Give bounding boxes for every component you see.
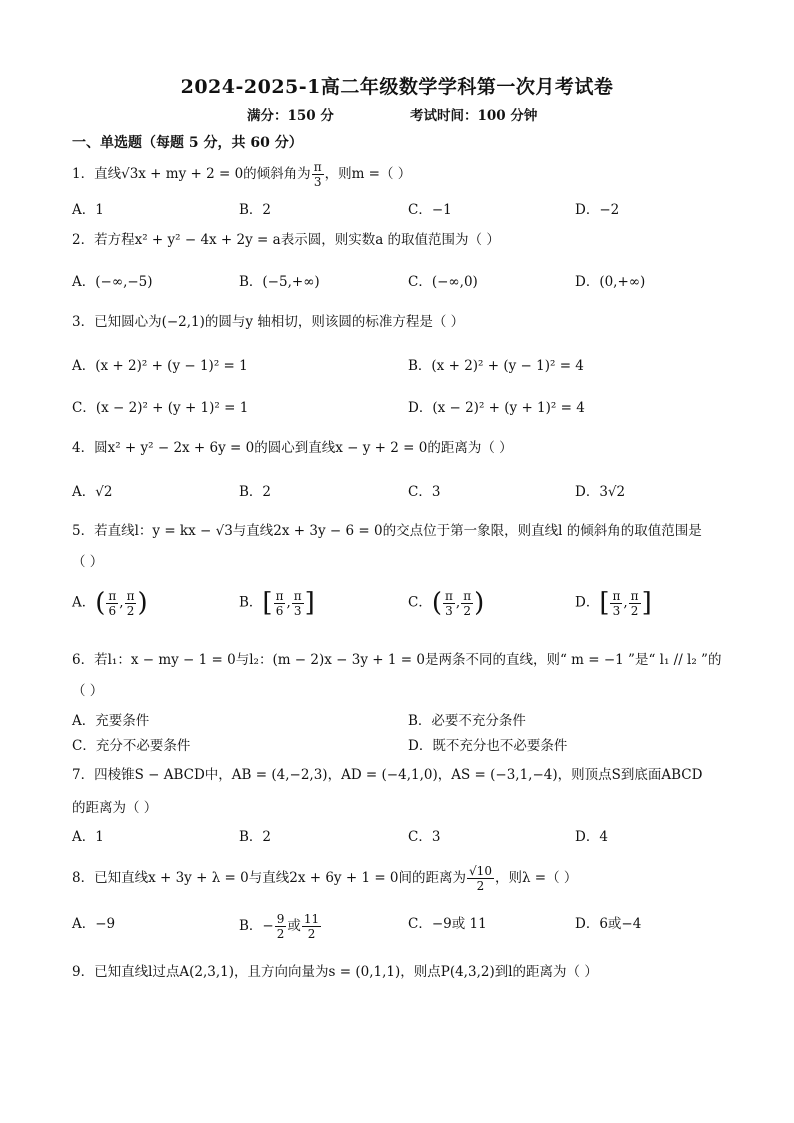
option-a: A．1 [72, 829, 104, 845]
question-5-options [72, 588, 732, 628]
question-9: 9．已知直线l过点A(2,3,1)，且方向向量为s = (0,1,1)，则点P(4,3,2)到l的距离为（ ） [72, 964, 598, 980]
section-title: 一、单选题（每题 5 分，共 60 分） [72, 135, 303, 151]
option-b: B．(−5,+∞) [239, 274, 320, 290]
option-d: D．(x − 2)² + (y + 1)² = 4 [408, 400, 585, 416]
option-d: D．4 [575, 829, 608, 845]
option-a: A．( $\frac{\pi}{6}$ , $\frac{\pi}{2}$ ) [72, 588, 148, 618]
fraction: $\frac{√10}{2}$ [469, 864, 492, 893]
question-6-options-row1 [72, 709, 732, 731]
fraction: $\frac{\pi}{3}$ [313, 160, 322, 189]
exam-time: 考试时间：100 分钟 [410, 108, 538, 124]
question-6: 6．若l₁：x − my − 1 = 0与l₂：(m − 2)x − 3y + 1 = 0是两条不同的直线，则“ m = −1 ”是“ l₁ // l₂ ”的 [72, 652, 722, 668]
question-4: 4．圆x² + y² − 2x + 6y = 0的圆心到直线x − y + 2 = 0的距离为（ ） [72, 440, 513, 456]
option-c: C．3 [408, 484, 441, 500]
option-b: B．2 [239, 484, 272, 500]
question-1 [72, 160, 732, 189]
option-c: C．−1 [408, 202, 452, 218]
question-5-stem-cont: （ ） [72, 554, 104, 570]
option-c: C．充分不必要条件 [72, 738, 191, 754]
question-7-options [72, 825, 732, 847]
option-c: C．( $\frac{\pi}{3}$ , $\frac{\pi}{2}$ ) [408, 588, 485, 618]
question-8-stem-a: 8．已知直线x + 3y + λ = 0与直线2x + 6y + 1 = 0间的距离为 [72, 870, 467, 886]
question-3: 3．已知圆心为(−2,1)的圆与y 轴相切，则该圆的标准方程是（ ） [72, 314, 465, 330]
exam-title: 2024-2025-1高二年级数学学科第一次月考试卷 [180, 76, 614, 98]
question-8-options [72, 912, 732, 948]
option-d: D．既不充分也不必要条件 [408, 738, 568, 754]
option-b: B．2 [239, 202, 272, 218]
option-a: A．充要条件 [72, 713, 150, 729]
question-5 [72, 521, 732, 541]
option-c: C．3 [408, 829, 441, 845]
option-b: B．− $\frac{9}{2}$ 或 $\frac{11}{2}$ [239, 912, 320, 941]
question-2: 2．若方程x² + y² − 4x + 2y = a表示圆，则实数a 的取值范围为（ ） [72, 232, 500, 248]
question-7-stem-cont: 的距离为（ ） [72, 800, 158, 816]
option-d: D．[ $\frac{\pi}{3}$ , $\frac{\pi}{2}$ ] [575, 588, 652, 618]
option-b: B．(x + 2)² + (y − 1)² = 4 [408, 358, 584, 374]
option-a: A．(x + 2)² + (y − 1)² = 1 [72, 358, 248, 374]
full-score: 满分：150 分 [247, 108, 334, 124]
option-d: D．(0,+∞) [575, 274, 646, 290]
question-1-stem-a: 1．直线√3x + my + 2 = 0的倾斜角为 [72, 166, 311, 182]
option-a: A．−9 [72, 916, 116, 932]
question-3-options-row2 [72, 396, 732, 418]
question-1-options [72, 198, 732, 220]
option-b: B．[ $\frac{\pi}{6}$ , $\frac{\pi}{3}$ ] [239, 588, 315, 618]
question-3-options-row1 [72, 354, 732, 376]
option-c: C．−9或 11 [408, 916, 487, 932]
question-5-stem: 5．若直线l：y = kx − √3与直线2x + 3y − 6 = 0的交点位于第一象限，则直线l 的倾斜角的取值范围是 [72, 523, 702, 539]
question-6-stem-cont: （ ） [72, 683, 104, 699]
option-d: D．3√2 [575, 484, 626, 500]
question-8 [72, 864, 732, 893]
question-1-stem-b: ，则m =（ ） [324, 166, 412, 182]
option-a: A．(−∞,−5) [72, 274, 153, 290]
question-4-options [72, 480, 732, 502]
option-d: D．−2 [575, 202, 620, 218]
option-d: D．6或−4 [575, 916, 642, 932]
question-2-options [72, 270, 732, 292]
question-8-stem-b: ，则λ =（ ） [494, 870, 578, 886]
option-a: A．1 [72, 202, 104, 218]
option-c: C．(x − 2)² + (y + 1)² = 1 [72, 400, 249, 416]
option-a: A．√2 [72, 484, 113, 500]
question-7: 7．四棱锥S − ABCD中，AB = (4,−2,3)，AD = (−4,1,0)，AS = (−3,1,−4)，则顶点S到底面ABCD [72, 767, 703, 783]
option-c: C．(−∞,0) [408, 274, 478, 290]
question-6-options-row2 [72, 734, 732, 756]
option-b: B．必要不充分条件 [408, 713, 526, 729]
option-b: B．2 [239, 829, 272, 845]
